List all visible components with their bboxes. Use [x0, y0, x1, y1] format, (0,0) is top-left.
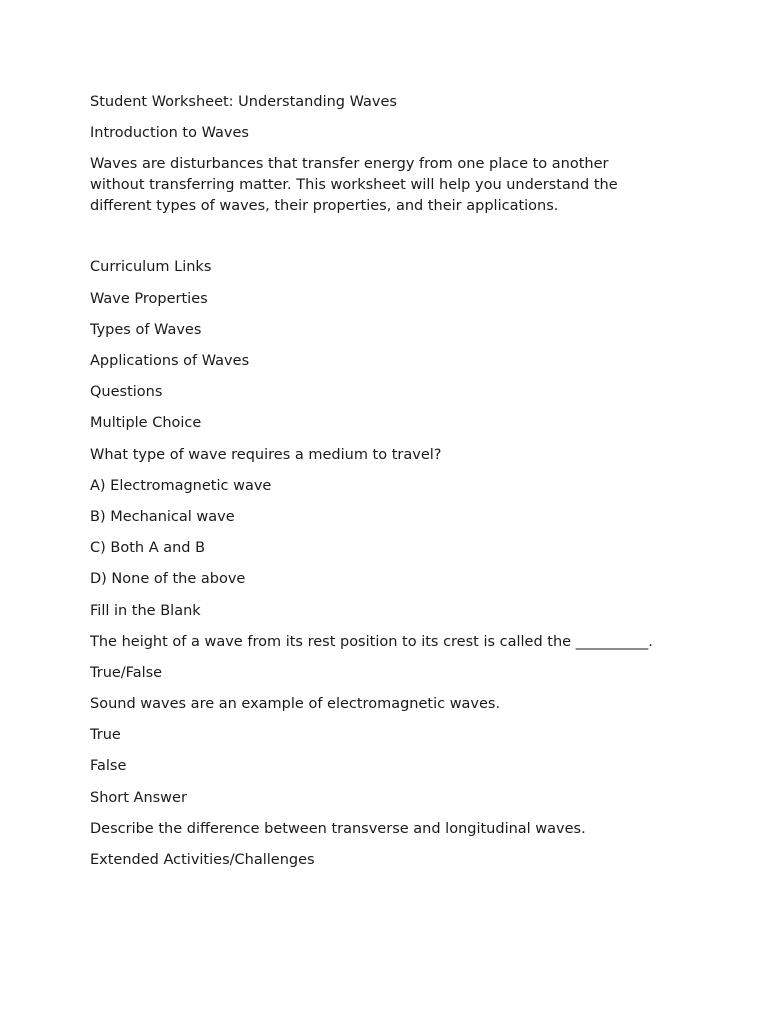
option-a: A) Electromagnetic wave [90, 477, 272, 494]
wave-properties-heading: Wave Properties [90, 290, 208, 307]
true-false-statement: Sound waves are an example of electromagnetic waves. [90, 696, 501, 713]
intro-heading: Introduction to Waves [90, 125, 249, 142]
option-b: B) Mechanical wave [90, 508, 235, 525]
fill-blank-question: The height of a wave from its rest position to its crest is called the __________. [90, 633, 653, 650]
true-false-heading: True/False [90, 664, 163, 681]
applications-heading: Applications of Waves [90, 353, 250, 370]
multiple-choice-heading: Multiple Choice [90, 415, 202, 432]
false-option: False [90, 758, 127, 775]
short-answer-question: Describe the difference between transverse and longitudinal waves. [90, 820, 586, 837]
extended-activities-heading: Extended Activities/Challenges [90, 852, 315, 869]
section-spacer [90, 227, 690, 257]
intro-paragraph: Waves are disturbances that transfer energy from one place to another without transferring matter. This worksheet will help you understand the different types of waves, their properties, and their applications. [90, 156, 618, 214]
worksheet-document [90, 92, 690, 881]
questions-heading: Questions [90, 384, 163, 401]
option-d: D) None of the above [90, 571, 246, 588]
multiple-choice-question: What type of wave requires a medium to travel? [90, 446, 442, 463]
true-option: True [90, 727, 121, 744]
short-answer-heading: Short Answer [90, 789, 187, 806]
fill-blank-heading: Fill in the Blank [90, 602, 201, 619]
curriculum-links-heading: Curriculum Links [90, 259, 212, 276]
worksheet-title: Student Worksheet: Understanding Waves [90, 94, 397, 110]
option-c: C) Both A and B [90, 540, 206, 557]
types-of-waves-heading: Types of Waves [90, 321, 202, 338]
